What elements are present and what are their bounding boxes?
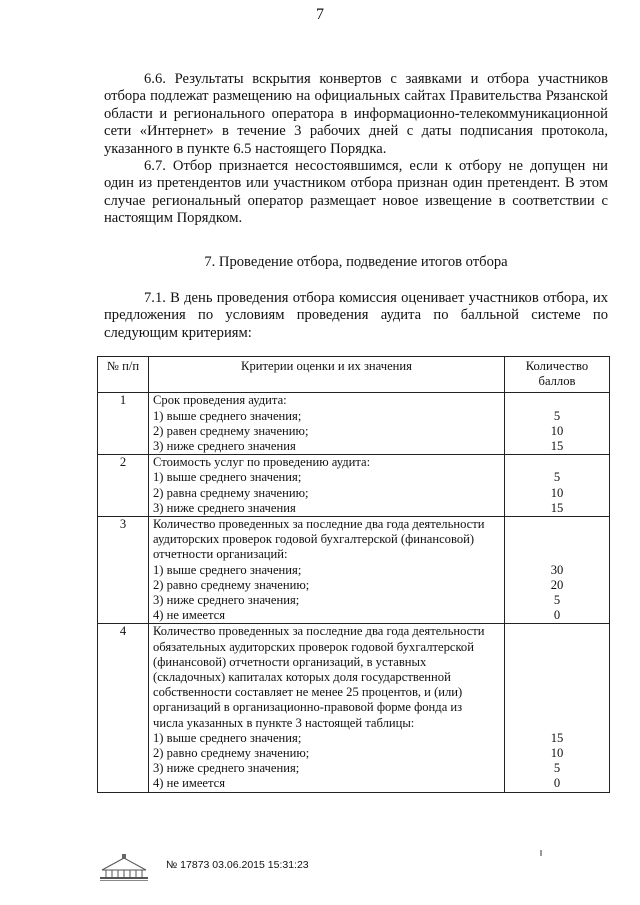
points-cell <box>505 517 610 624</box>
table-header-row <box>98 357 610 393</box>
points-value: 5 <box>553 593 561 608</box>
row-number: 4 <box>98 624 149 792</box>
criteria-title-line: Количество проведенных за последние два года деятельности <box>153 624 485 639</box>
points-value: 5 <box>553 408 561 423</box>
paragraph-7-1 <box>104 290 608 342</box>
registration-stamp: № 17873 03.06.2015 15:31:23 <box>166 859 309 871</box>
criteria-option: 2) равна среднему значению; <box>153 485 309 500</box>
points-spacer <box>509 624 605 639</box>
points-value: 20 <box>550 577 564 592</box>
points-value: 5 <box>553 761 561 776</box>
criteria-title-line: обязательных аудиторских проверок годовой бухгалтерской <box>153 639 474 654</box>
criteria-cell <box>149 455 505 517</box>
criteria-title-line: (финансовой) отчетности организаций, в уставных <box>153 654 427 669</box>
table-row <box>98 624 610 792</box>
criteria-cell <box>149 393 505 455</box>
points-cell <box>505 624 610 792</box>
criteria-title-line: отчетности организаций: <box>153 547 288 562</box>
points-value: 10 <box>550 746 564 761</box>
criteria-title-line: Стоимость услуг по проведению аудита: <box>153 455 371 470</box>
criteria-title-line: аудиторских проверок годовой бухгалтерской (финансовой) <box>153 532 475 547</box>
scan-artifact <box>540 850 542 856</box>
criteria-option: 2) равно среднему значению; <box>153 746 310 761</box>
criteria-cell <box>149 624 505 792</box>
points-spacer <box>509 455 605 470</box>
criteria-option: 1) выше среднего значения; <box>153 470 302 485</box>
criteria-title-line: организаций в организационно-правовой форме фонда из <box>153 700 463 715</box>
points-spacer <box>509 700 605 715</box>
paragraph-6-6-text: 6.6. Результаты вскрытия конвертов с заявками и отбора участников отбора подлежат размещению на официальных сайтах Правительства Рязанской области и регионального оператора в информационно-телекоммуникационной сети «Интернет» в течение 3 рабочих дней с даты подписания протокола, указанного в пункте 6.5 настоящего Порядка. <box>104 71 608 157</box>
paragraph-7-1-text: 7.1. В день проведения отбора комиссия оценивает участников отбора, их предложения по условиям проведения аудита по балльной системе по следующим критериям: <box>104 290 608 341</box>
points-cell <box>505 393 610 455</box>
section-heading: 7. Проведение отбора, подведение итогов отбора <box>204 254 508 270</box>
points-value: 5 <box>553 470 561 485</box>
criteria-title-line: Количество проведенных за последние два года деятельности <box>153 517 485 532</box>
criteria-option: 2) равно среднему значению; <box>153 577 310 592</box>
points-value: 10 <box>550 423 564 438</box>
points-value: 15 <box>550 500 564 515</box>
row-number: 2 <box>98 455 149 517</box>
table-row <box>98 517 610 624</box>
criteria-title-line: Срок проведения аудита: <box>153 393 287 408</box>
footer <box>96 852 396 882</box>
table-row <box>98 393 610 455</box>
criteria-option: 3) ниже среднего значения <box>153 500 296 515</box>
points-spacer <box>509 670 605 685</box>
points-spacer <box>509 532 605 547</box>
criteria-table <box>97 356 610 793</box>
header-criteria: Критерии оценки и их значения <box>149 357 505 393</box>
criteria-option: 3) ниже среднего значения <box>153 439 296 454</box>
points-value: 0 <box>553 608 561 623</box>
criteria-title-line: числа указанных в пункте 3 настоящей таблицы: <box>153 715 415 730</box>
table-row <box>98 455 610 517</box>
criteria-cell <box>149 517 505 624</box>
points-value: 15 <box>550 730 564 745</box>
points-spacer <box>509 640 605 655</box>
points-value: 10 <box>550 485 564 500</box>
row-number: 3 <box>98 517 149 624</box>
row-number: 1 <box>98 393 149 455</box>
points-value: 15 <box>550 439 564 454</box>
criteria-option: 4) не имеется <box>153 776 226 791</box>
points-cell <box>505 455 610 517</box>
paragraph-6-6 <box>104 71 608 158</box>
points-spacer <box>509 393 605 408</box>
page-number: 7 <box>316 6 324 23</box>
criteria-option: 1) выше среднего значения; <box>153 562 302 577</box>
criteria-option: 2) равен среднему значению; <box>153 423 309 438</box>
criteria-title-line: собственности составляет не менее 25 процентов, и (или) <box>153 685 463 700</box>
points-spacer <box>509 517 605 532</box>
government-building-icon <box>96 852 152 882</box>
criteria-option: 4) не имеется <box>153 608 226 623</box>
paragraph-6-7-text: 6.7. Отбор признается несостоявшимся, если к отбору не допущен ни один из претендентов или участником отбора признан один претендент. В этом случае региональный оператор размещает новое извещение в соответствии с настоящим Порядком. <box>104 158 608 227</box>
points-spacer <box>509 685 605 700</box>
points-spacer <box>509 716 605 731</box>
points-spacer <box>509 655 605 670</box>
criteria-title-line: (складочных) капиталах которых доля государственной <box>153 670 451 685</box>
criteria-option: 1) выше среднего значения; <box>153 408 302 423</box>
paragraph-6-7 <box>104 158 608 228</box>
criteria-option: 1) выше среднего значения; <box>153 730 302 745</box>
points-spacer <box>509 547 605 562</box>
header-points: Количество баллов <box>505 357 610 393</box>
criteria-option: 3) ниже среднего значения; <box>153 761 300 776</box>
points-value: 30 <box>550 562 564 577</box>
header-number: № п/п <box>98 357 149 393</box>
points-value: 0 <box>553 776 561 791</box>
criteria-option: 3) ниже среднего значения; <box>153 593 300 608</box>
